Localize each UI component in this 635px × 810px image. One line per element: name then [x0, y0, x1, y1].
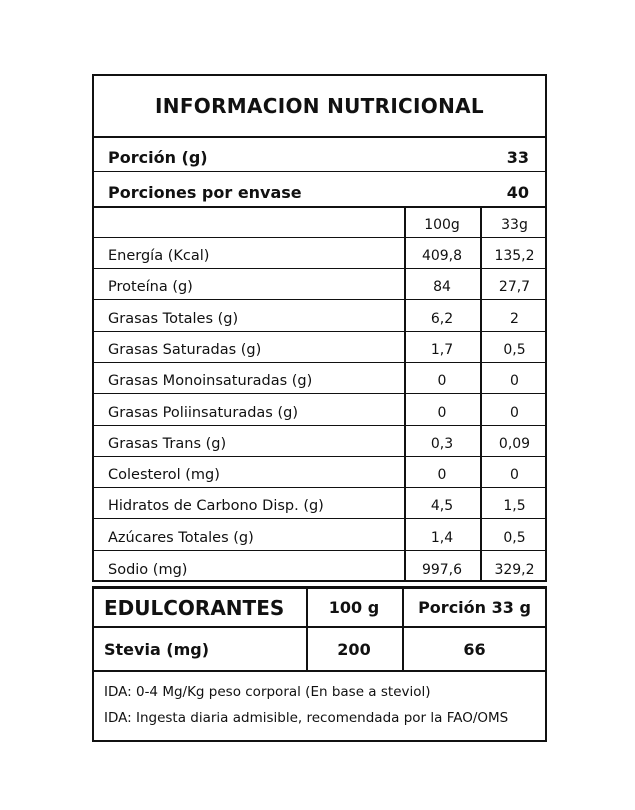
nutrient-row: [94, 363, 545, 394]
servings-per-container-label: Porciones por envase: [108, 183, 302, 202]
nutrient-value-100g: 997,6: [421, 562, 463, 578]
nutrient-name: Grasas Saturadas (g): [108, 341, 262, 358]
nutrient-row: [94, 551, 545, 582]
column-divider: [480, 208, 482, 582]
nutrient-value-100g: 0: [437, 373, 447, 390]
nutrient-row: [94, 520, 545, 551]
sweetener-divider: [402, 586, 404, 672]
nutrient-name: Sodio (mg): [108, 562, 188, 578]
nutrient-value-100g: 409,8: [421, 248, 463, 264]
nutrient-name: Grasas Monoinsaturadas (g): [108, 373, 313, 390]
nutrient-name: Grasas Totales (g): [108, 310, 239, 327]
sweetener-divider: [306, 586, 308, 672]
ida-note: IDA: 0-4 Mg/Kg peso corporal (En base a steviol): [104, 684, 431, 700]
nutrient-row: [94, 332, 545, 363]
nutrient-row: [94, 457, 545, 488]
nutrient-value-100g: 84: [433, 279, 451, 296]
nutrition-label: [92, 74, 548, 742]
nutrient-name: Energía (Kcal): [108, 248, 210, 264]
nutrient-name: Colesterol (mg): [108, 467, 220, 484]
sweetener-col-portion: Porción 33 g: [418, 598, 531, 617]
nutrient-value-portion: 135,2: [494, 248, 535, 264]
sweetener-col-100g: 100 g: [328, 598, 380, 617]
nutrient-value-portion: 0: [510, 404, 519, 421]
column-header-portion: 33g: [501, 217, 528, 233]
nutrient-value-100g: 4,5: [430, 498, 454, 515]
nutrient-value-portion: 1,5: [503, 498, 526, 515]
stevia-row: [92, 628, 547, 672]
nutrient-value-portion: 0: [510, 373, 519, 390]
nutrient-row: [94, 395, 545, 426]
nutrient-name: Azúcares Totales (g): [108, 529, 254, 546]
nutrient-value-portion: 0,5: [503, 341, 526, 358]
stevia-portion: 66: [463, 639, 486, 659]
nutrient-row: [94, 301, 545, 332]
servings-per-container-value: 40: [506, 183, 529, 202]
nutrient-value-portion: 329,2: [494, 562, 535, 578]
nutrient-row: [94, 269, 545, 300]
nutrient-value-100g: 6,2: [430, 310, 454, 327]
serving-size-value: 33: [506, 148, 529, 167]
nutrient-name: Grasas Trans (g): [108, 435, 227, 452]
nutrient-name: Grasas Poliinsaturadas (g): [108, 404, 298, 421]
nutrient-name: Proteína (g): [108, 279, 193, 296]
table-title: INFORMACION NUTRICIONAL: [94, 76, 545, 138]
nutrient-value-100g: 1,4: [430, 529, 454, 546]
stevia-100g: 200: [337, 639, 371, 659]
nutrient-value-100g: 0: [437, 404, 447, 421]
sweetener-header-row: [92, 586, 547, 628]
nutrient-value-100g: 0: [437, 467, 447, 484]
nutrient-value-100g: 1,7: [430, 341, 454, 358]
nutrient-name: Hidratos de Carbono Disp. (g): [108, 498, 324, 515]
nutrient-value-portion: 0: [510, 467, 519, 484]
nutrient-value-portion: 27,7: [498, 279, 531, 296]
nutrition-table: [92, 74, 547, 582]
column-divider: [404, 208, 406, 582]
column-header-row: [94, 208, 545, 238]
servings-per-container-row: [94, 172, 545, 208]
nutrient-value-portion: 0,5: [503, 529, 526, 546]
serving-size-row: [94, 138, 545, 172]
nutrient-value-100g: 0,3: [430, 435, 454, 452]
ida-definition-note: IDA: Ingesta diaria admisible, recomendada por la FAO/OMS: [104, 710, 509, 726]
stevia-label: Stevia (mg): [104, 639, 210, 659]
serving-size-label: Porción (g): [108, 148, 208, 167]
nutrient-value-portion: 2: [510, 310, 519, 327]
nutrient-row: [94, 426, 545, 457]
sweetener-header: EDULCORANTES: [104, 595, 285, 620]
nutrient-row: [94, 488, 545, 519]
nutrient-row: [94, 238, 545, 269]
nutrient-value-portion: 0,09: [498, 435, 531, 452]
column-header-100g: 100g: [424, 217, 460, 233]
